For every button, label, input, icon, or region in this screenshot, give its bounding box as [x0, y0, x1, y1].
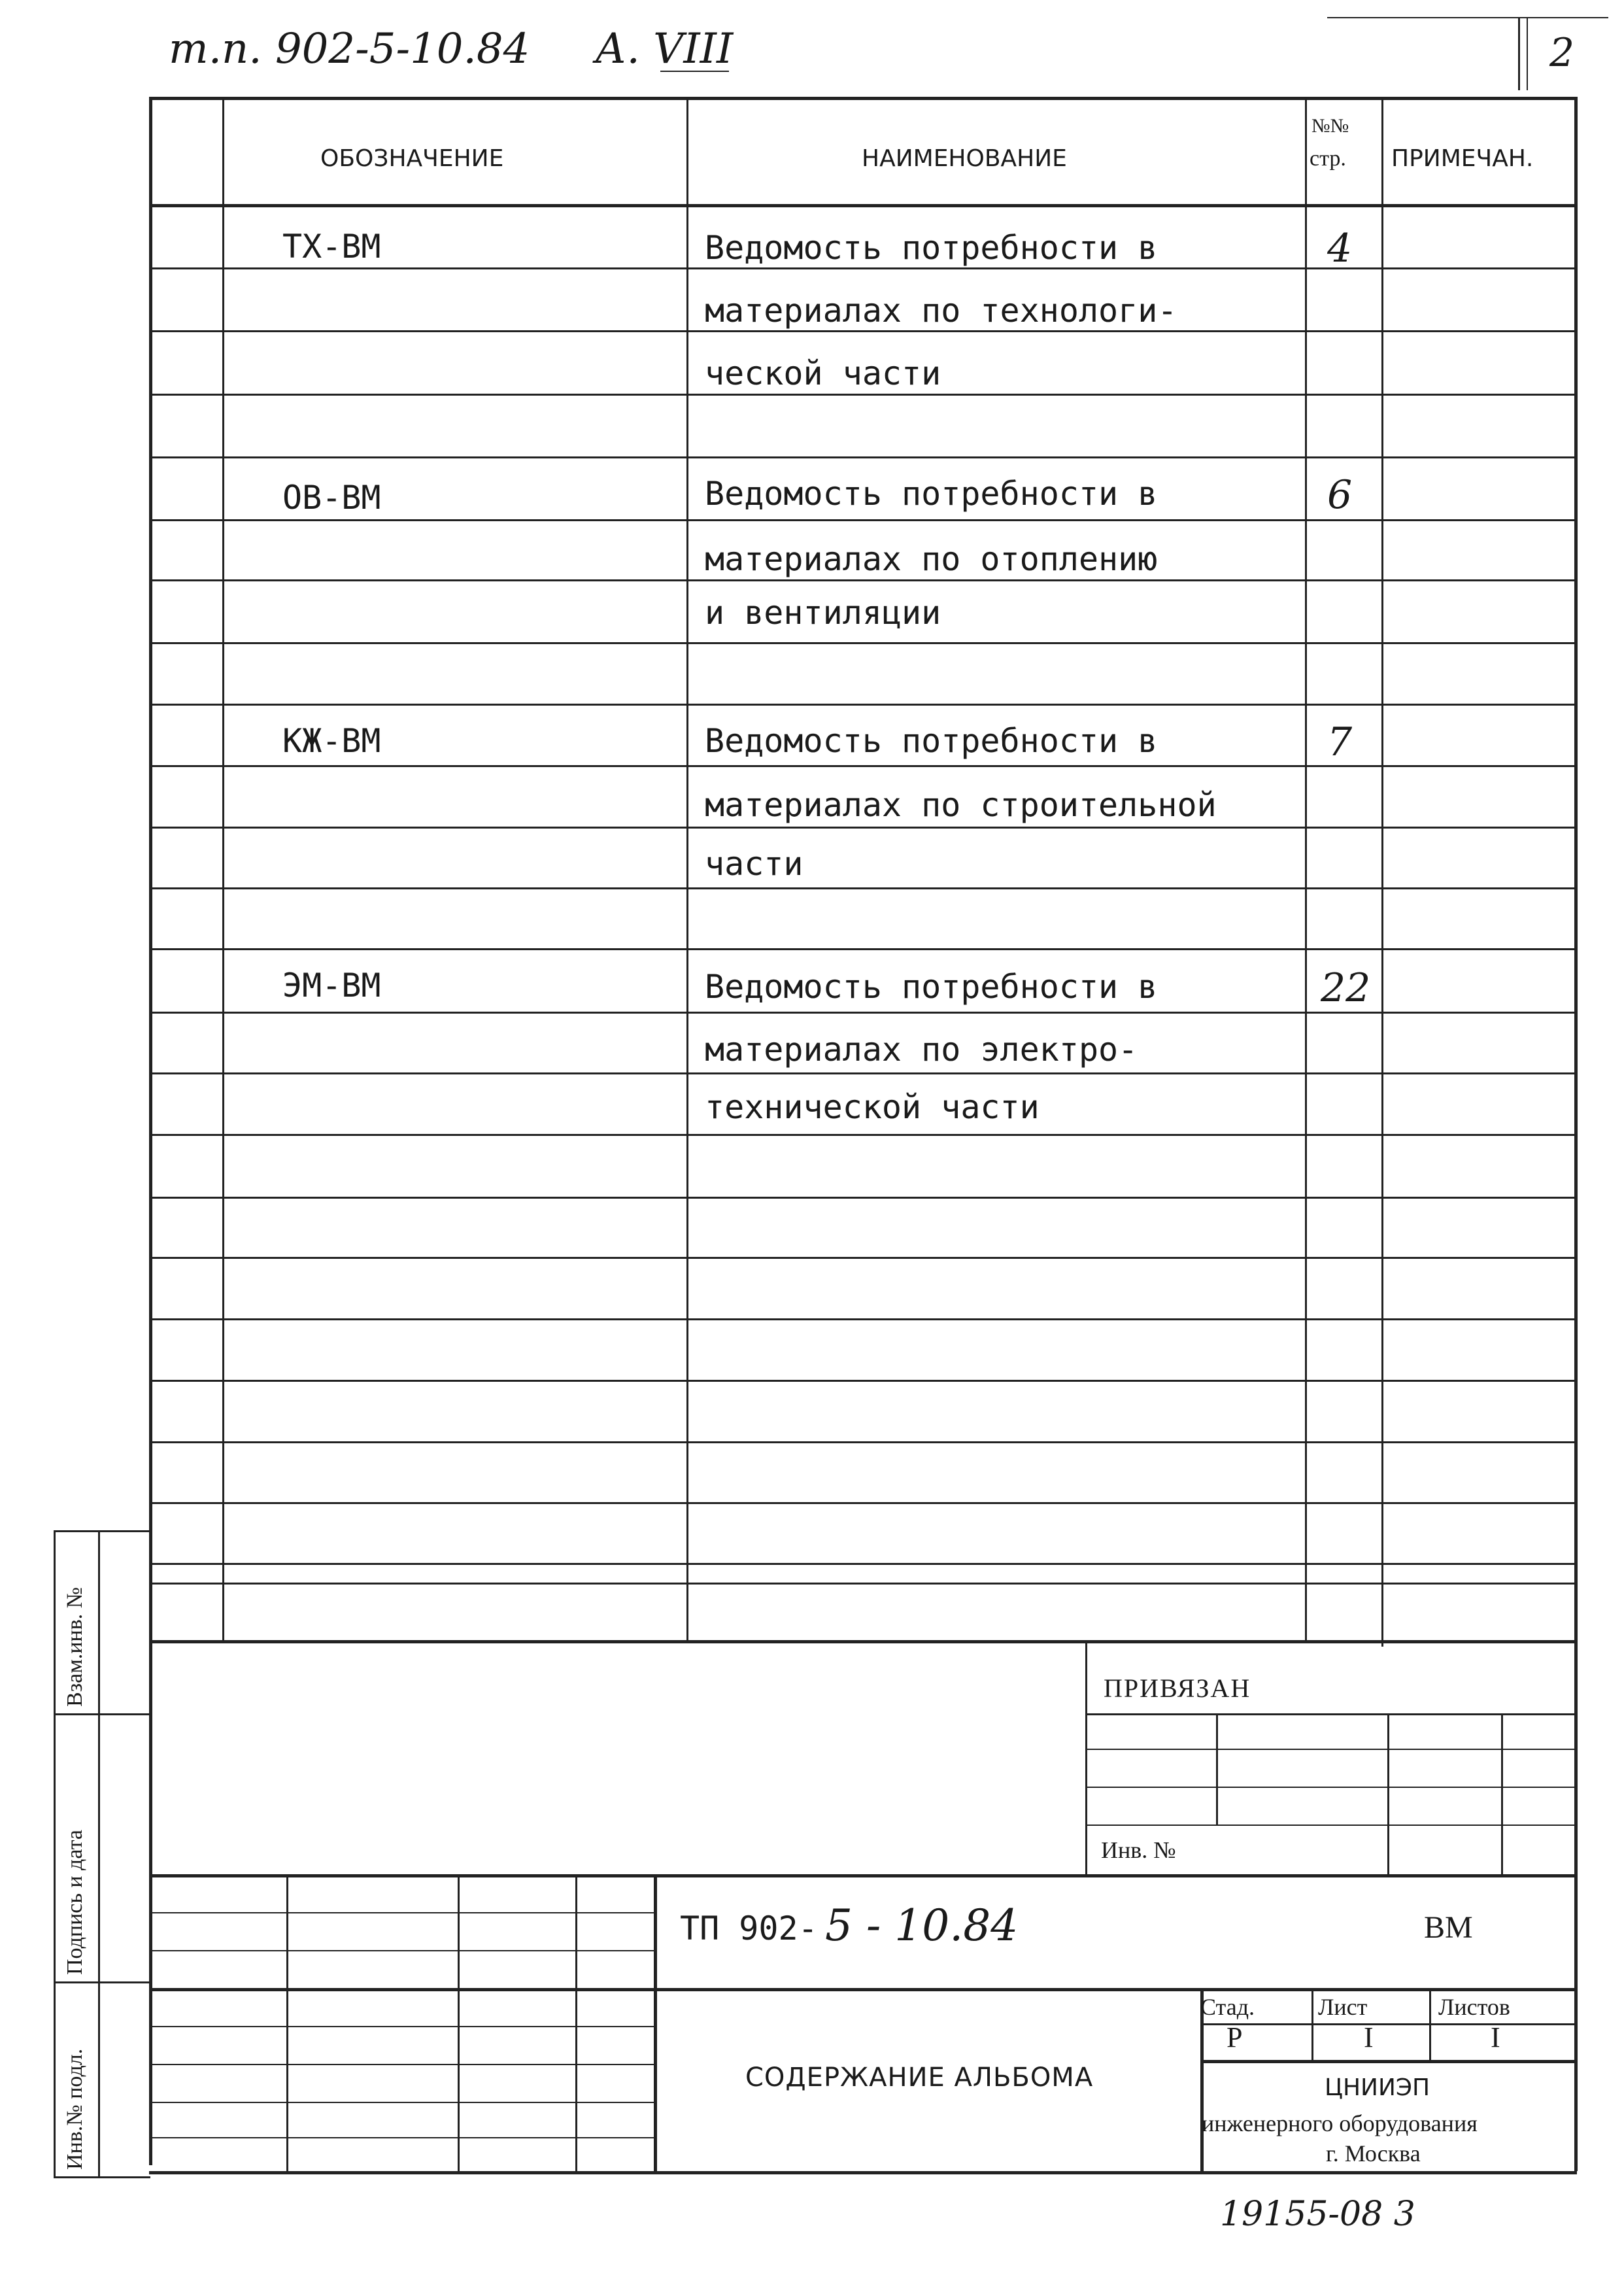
organization-city: г. Москва	[1326, 2140, 1421, 2167]
row-page-number: 22	[1321, 965, 1371, 1011]
row-designation: ТХ-ВМ	[282, 228, 381, 266]
row-name-line: материалах по электро-	[705, 1031, 1138, 1069]
row-name-line: Ведомость потребности в	[705, 722, 1158, 760]
side-label-vzam: Взам.инв. №	[63, 1586, 87, 1707]
stage-label: Стад.	[1200, 1994, 1255, 2020]
row-page-number: 4	[1327, 226, 1353, 271]
sheet-number: 2	[1549, 30, 1575, 76]
album-number: А. VIII	[595, 25, 734, 73]
side-label-podpis: Подпись и дата	[63, 1830, 87, 1975]
column-header-name: НАИМЕНОВАНИЕ	[862, 145, 1067, 172]
inventory-number-label: Инв. №	[1101, 1837, 1176, 1863]
row-name-line: технической части	[705, 1088, 1040, 1126]
row-name-line: Ведомость потребности в	[705, 968, 1158, 1006]
row-name-line: части	[705, 845, 804, 883]
stamp-doc-mark: ВМ	[1424, 1910, 1473, 1945]
row-name-line: материалах по строительной	[705, 786, 1217, 824]
row-name-line: материалах по технологи-	[705, 292, 1177, 330]
organization-department: инженерного оборудования	[1202, 2110, 1478, 2136]
row-page-number: 6	[1327, 472, 1353, 518]
row-designation: ОВ-ВМ	[282, 479, 381, 517]
stamp-doc-code-handwritten: 5 - 10.84	[825, 1900, 1019, 1951]
row-name-line: Ведомость потребности в	[705, 229, 1158, 267]
row-name-line: ческой части	[705, 354, 941, 392]
row-page-number: 7	[1327, 719, 1353, 765]
column-header-page-numbers: №№	[1311, 115, 1349, 137]
sheet-label: Лист	[1318, 1994, 1368, 2020]
row-designation: ЭМ-ВМ	[282, 967, 381, 1004]
sheets-label: Листов	[1438, 1994, 1510, 2020]
stamp-doc-code-prefix: ТП 902-	[680, 1910, 818, 1947]
column-header-page-label: стр.	[1310, 146, 1346, 171]
row-designation: КЖ-ВМ	[282, 722, 381, 760]
organization-name: ЦНИИЭП	[1325, 2074, 1430, 2101]
column-header-note: ПРИМЕЧАН.	[1391, 145, 1534, 172]
row-name-line: материалах по отоплению	[705, 540, 1158, 578]
sheet-value: I	[1364, 2021, 1374, 2053]
privyazan-label: ПРИВЯЗАН	[1104, 1673, 1251, 1703]
document-code: т.п. 902-5-10.84	[169, 25, 530, 73]
column-header-designation: ОБОЗНАЧЕНИЕ	[320, 145, 504, 172]
side-label-inv-podl: Инв.№ подл.	[63, 2048, 87, 2170]
stage-value: Р	[1226, 2021, 1243, 2053]
stamp-title: СОДЕРЖАНИЕ АЛЬБОМА	[745, 2063, 1094, 2093]
sheets-value: I	[1491, 2021, 1500, 2053]
row-name-line: Ведомость потребности в	[705, 475, 1158, 513]
footer-number: 19155-08 3	[1220, 2195, 1415, 2234]
row-name-line: и вентиляции	[705, 594, 941, 632]
